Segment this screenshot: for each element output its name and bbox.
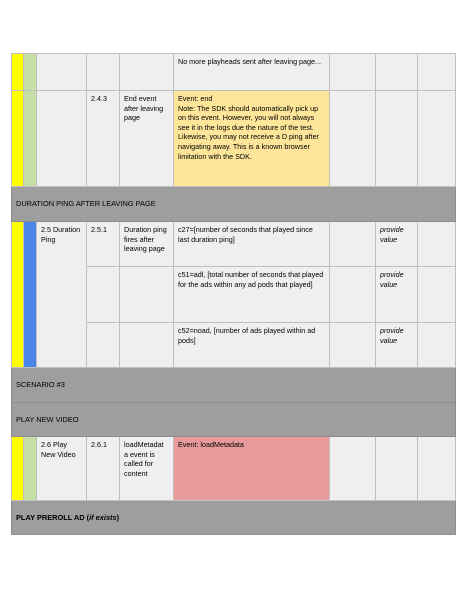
heading-text: PLAY PREROLL AD [16, 512, 85, 522]
result-cell [330, 222, 376, 267]
test-plan-table [11, 53, 456, 535]
note-cell [376, 54, 418, 91]
yellow-bar [12, 91, 24, 187]
id-cell: 2.4.3 [87, 91, 120, 187]
load-metadata-note: Event: loadMetadata [174, 437, 330, 501]
extra-cell [418, 437, 456, 501]
value-cell: No more playheads sent after leaving page... [174, 54, 330, 91]
extra-cell [418, 267, 456, 323]
value-cell: c52=noad, [number of ads played within ad pods] [174, 323, 330, 368]
section-row [12, 403, 456, 437]
note-cell: provide value [376, 323, 418, 368]
extra-cell [418, 54, 456, 91]
id-cell [87, 267, 120, 323]
id-cell [87, 323, 120, 368]
section-row [12, 187, 456, 222]
value-cell: c51=adl, [total number of seconds that played for the ads within any ad pods that played] [174, 267, 330, 323]
blue-bar [24, 222, 37, 368]
section-heading: PLAY PREROLL AD (if exists) [12, 501, 456, 535]
note-cell [376, 91, 418, 187]
id-cell [87, 54, 120, 91]
result-cell [330, 437, 376, 501]
section-heading: DURATION PING AFTER LEAVING PAGE [12, 187, 456, 222]
section-heading: SCENARIO #3 [12, 368, 456, 403]
note-cell: provide value [376, 267, 418, 323]
green-bar [24, 437, 37, 501]
yellow-bar [12, 54, 24, 91]
table-row [12, 54, 456, 91]
yellow-bar [12, 222, 24, 368]
test-plan-sheet [11, 53, 455, 535]
value-cell: c27=[number of seconds that played since last duration ping] [174, 222, 330, 267]
step-cell [37, 54, 87, 91]
table-row [12, 91, 456, 187]
result-cell [330, 91, 376, 187]
result-cell [330, 54, 376, 91]
extra-cell [418, 222, 456, 267]
green-bar [24, 54, 37, 91]
description-cell [120, 267, 174, 323]
description-cell [120, 323, 174, 368]
id-cell: 2.5.1 [87, 222, 120, 267]
yellow-bar [12, 437, 24, 501]
result-cell [330, 267, 376, 323]
section-row [12, 501, 456, 535]
table-row [12, 437, 456, 501]
section-row [12, 368, 456, 403]
description-cell [120, 54, 174, 91]
green-bar [24, 91, 37, 187]
description-cell: Duration ping fires after leaving page [120, 222, 174, 267]
extra-cell [418, 91, 456, 187]
extra-cell [418, 323, 456, 368]
step-cell: 2.5 Duration Ping [37, 222, 87, 368]
step-cell: 2.6 Play New Video [37, 437, 87, 501]
section-heading: PLAY NEW VIDEO [12, 403, 456, 437]
description-cell: End event after leaving page [120, 91, 174, 187]
result-cell [330, 323, 376, 368]
end-event-note: Event: end Note: The SDK should automatically pick up on this event. However, you will not always see it in the logs due the nature of the test. Likewise, you may not receive a D ping after navigating away. This is a known browser limitation with the SDK. [174, 91, 330, 187]
note-cell: provide value [376, 222, 418, 267]
note-cell [376, 437, 418, 501]
step-cell [37, 91, 87, 187]
table-row [12, 222, 456, 267]
heading-suffix: if exists [89, 512, 117, 522]
description-cell: loadMetadat a event is called for content [120, 437, 174, 501]
id-cell: 2.6.1 [87, 437, 120, 501]
